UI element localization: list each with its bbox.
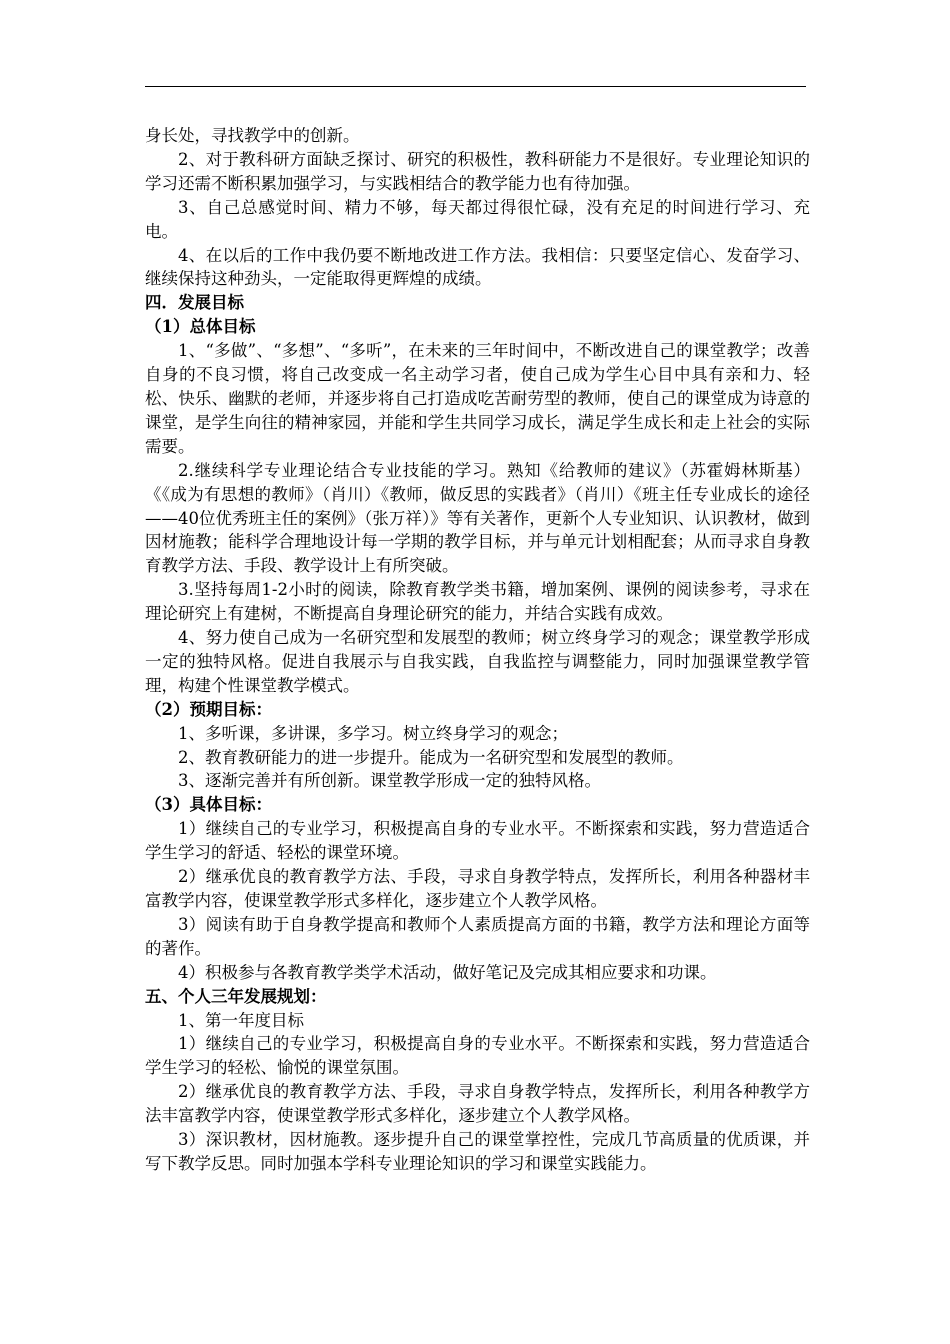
document-body [145, 124, 810, 1176]
paragraph: 3）深识教材，因材施教。逐步提升自己的课堂掌控性，完成几节高质量的优质课，并写下教学反思。同时加强本学科专业理论知识的学习和课堂实践能力。 [145, 1130, 810, 1173]
section-heading: 四．发展目标 [145, 293, 244, 313]
paragraph: 4）积极参与各教育教学类学术活动，做好笔记及完成其相应要求和功课。 [178, 962, 717, 982]
paragraph: 身长处，寻找教学中的创新。 [145, 126, 360, 145]
header-rule [145, 86, 806, 87]
paragraph: 1、第一年度目标 [178, 1010, 304, 1030]
paragraph: 3、自己总感觉时间、精力不够，每天都过得很忙碌，没有充足的时间进行学习、充电。 [145, 197, 810, 241]
subsection-heading: （2）预期目标： [145, 699, 272, 719]
paragraph: 1、多听课，多讲课，多学习。树立终身学习的观念； [178, 723, 568, 743]
paragraph: 1、“多做”、“多想”、“多听”，在未来的三年时间中，不断改进自己的课堂教学；改善自身的不良习惯，将自己改变成一名主动学习者，使自己成为学生心目中具有亲和力、轻松、快乐、幽默的老师，并逐步将自己打造成吃苦耐劳型的教师，使自己的课堂成为诗意的课堂，是学生向往的精神家园，并能和学生共同学习成长，满足学生成长和走上社会的实际需要。 [145, 341, 810, 456]
paragraph: 2.继续科学专业理论结合专业技能的学习。熟知《给教师的建议》（苏霍姆林斯基）《《成为有思想的教师》（肖川）《教师，做反思的实践者》（肖川）《班主任专业成长的途径——40位优秀班主任的案例》（张万祥）》等有关著作，更新个人专业知识、认识教材，做到因材施教；能科学合理地设计每一学期的教学目标，并与单元计划相配套；从而寻求自身教育教学方法、手段、教学设计上有所突破。 [145, 460, 810, 576]
paragraph: 2）继承优良的教育教学方法、手段，寻求自身教学特点，发挥所长，利用各种器材丰富教学内容，使课堂教学形式多样化，逐步建立个人教学风格。 [145, 867, 810, 910]
paragraph: 1）继续自己的专业学习，积极提高自身的专业水平。不断探索和实践，努力营造适合学生学习的舒适、轻松的课堂环境。 [145, 819, 810, 863]
paragraph: 4、努力使自己成为一名研究型和发展型的教师；树立终身学习的观念；课堂教学形成一定的独特风格。促进自我展示与自我实践，自我监控与调整能力，同时加强课堂教学管理，构建个性课堂教学模式。 [145, 628, 810, 695]
paragraph: 3.坚持每周1-2小时的阅读，除教育教学类书籍，增加案例、课例的阅读参考，寻求在理论研究上有建树，不断提高自身理论研究的能力，并结合实践有成效。 [145, 580, 810, 624]
paragraph: 2、教育教研能力的进一步提升。能成为一名研究型和发展型的教师。 [178, 747, 684, 767]
subsection-heading: （3）具体目标： [145, 795, 272, 815]
paragraph: 4、在以后的工作中我仍要不断地改进工作方法。我相信：只要坚定信心、发奋学习、继续保持这种劲头，一定能取得更辉煌的成绩。 [145, 245, 810, 289]
paragraph: 3）阅读有助于自身教学提高和教师个人素质提高方面的书籍，教学方法和理论方面等的著作。 [145, 914, 810, 958]
section-heading: 五、个人三年发展规划： [145, 986, 327, 1006]
paragraph: 1）继续自己的专业学习，积极提高自身的专业水平。不断探索和实践，努力营造适合学生学习的轻松、愉悦的课堂氛围。 [145, 1034, 810, 1078]
paragraph: 2）继承优良的教育教学方法、手段，寻求自身教学特点，发挥所长，利用各种教学方法丰富教学内容，使课堂教学形式多样化，逐步建立个人教学风格。 [145, 1082, 810, 1126]
paragraph: 3、逐渐完善并有所创新。课堂教学形成一定的独特风格。 [178, 771, 601, 791]
paragraph: 2、对于教科研方面缺乏探讨、研究的积极性，教科研能力不是很好。专业理论知识的学习还需不断积累加强学习，与实践相结合的教学能力也有待加强。 [145, 149, 810, 193]
subsection-heading: （1）总体目标 [145, 317, 256, 337]
